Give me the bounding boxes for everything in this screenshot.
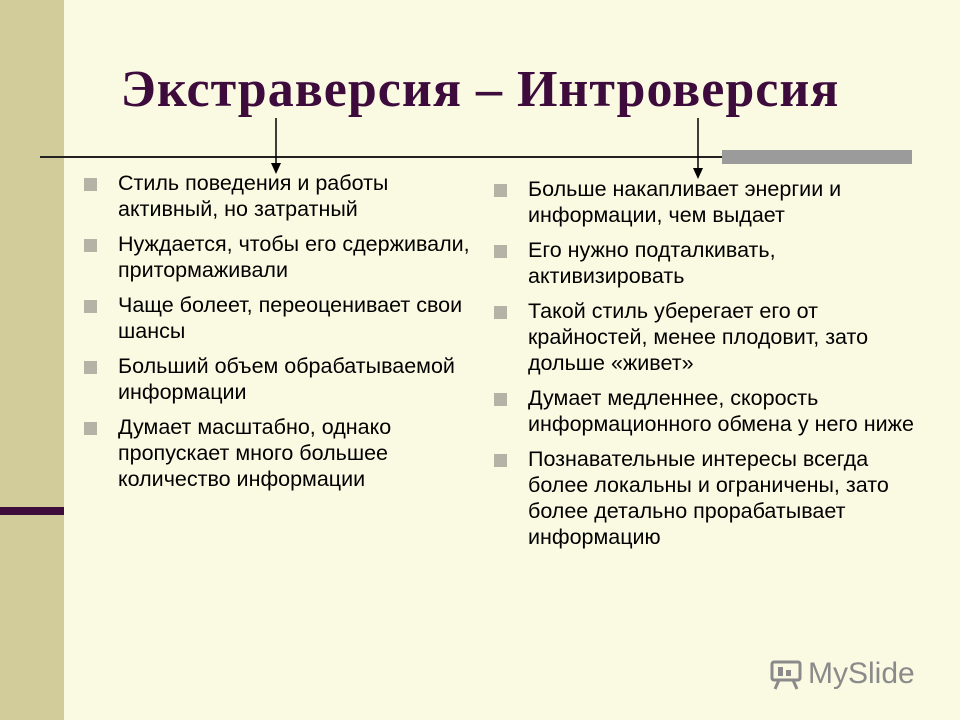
list-item-text: Больше накапливает энергии и информации, чем выдает bbox=[528, 177, 842, 227]
watermark-logo bbox=[768, 654, 915, 694]
square-bullet-icon bbox=[84, 178, 97, 191]
slide-title: Экстраверсия – Интроверсия bbox=[120, 61, 840, 118]
square-bullet-icon bbox=[494, 454, 507, 467]
arrow-to-introversion bbox=[693, 118, 703, 179]
list-item bbox=[84, 414, 474, 492]
list-item bbox=[494, 298, 914, 376]
list-item bbox=[84, 231, 474, 283]
square-bullet-icon bbox=[84, 422, 97, 435]
square-bullet-icon bbox=[84, 361, 97, 374]
square-bullet-icon bbox=[494, 184, 507, 197]
list-item bbox=[494, 237, 914, 289]
list-item-text: Его нужно подталкивать, активизировать bbox=[528, 238, 776, 288]
list-item bbox=[84, 292, 474, 344]
square-bullet-icon bbox=[84, 300, 97, 313]
list-item-text: Стиль поведения и работы активный, но затратный bbox=[118, 171, 389, 221]
list-item bbox=[494, 176, 914, 228]
list-item-text: Думает масштабно, однако пропускает много большее количество информации bbox=[118, 415, 392, 491]
list-item bbox=[494, 446, 914, 550]
square-bullet-icon bbox=[84, 239, 97, 252]
square-bullet-icon bbox=[494, 393, 507, 406]
list-item-text: Чаще болеет, переоценивает свои шансы bbox=[118, 293, 463, 343]
extraversion-list bbox=[84, 170, 474, 501]
arrow-to-extraversion bbox=[271, 118, 281, 174]
square-bullet-icon bbox=[494, 245, 507, 258]
list-item-text: Думает медленнее, скорость информационного обмена у него ниже bbox=[528, 386, 914, 436]
presentation-board-icon bbox=[768, 656, 804, 692]
list-item bbox=[84, 170, 474, 222]
list-item-text: Познавательные интересы всегда более локальны и ограничены, зато более детально прорабатывает информацию bbox=[528, 447, 889, 549]
list-item-text: Такой стиль уберегает его от крайностей, менее плодовит, зато дольше «живет» bbox=[528, 299, 869, 375]
list-item-text: Нуждается, чтобы его сдерживали, притормаживали bbox=[118, 232, 470, 282]
square-bullet-icon bbox=[494, 306, 507, 319]
list-item bbox=[494, 385, 914, 437]
introversion-list bbox=[494, 176, 914, 559]
watermark-text: MySlide bbox=[808, 657, 915, 690]
list-item bbox=[84, 353, 474, 405]
list-item-text: Больший объем обрабатываемой информации bbox=[118, 354, 455, 404]
